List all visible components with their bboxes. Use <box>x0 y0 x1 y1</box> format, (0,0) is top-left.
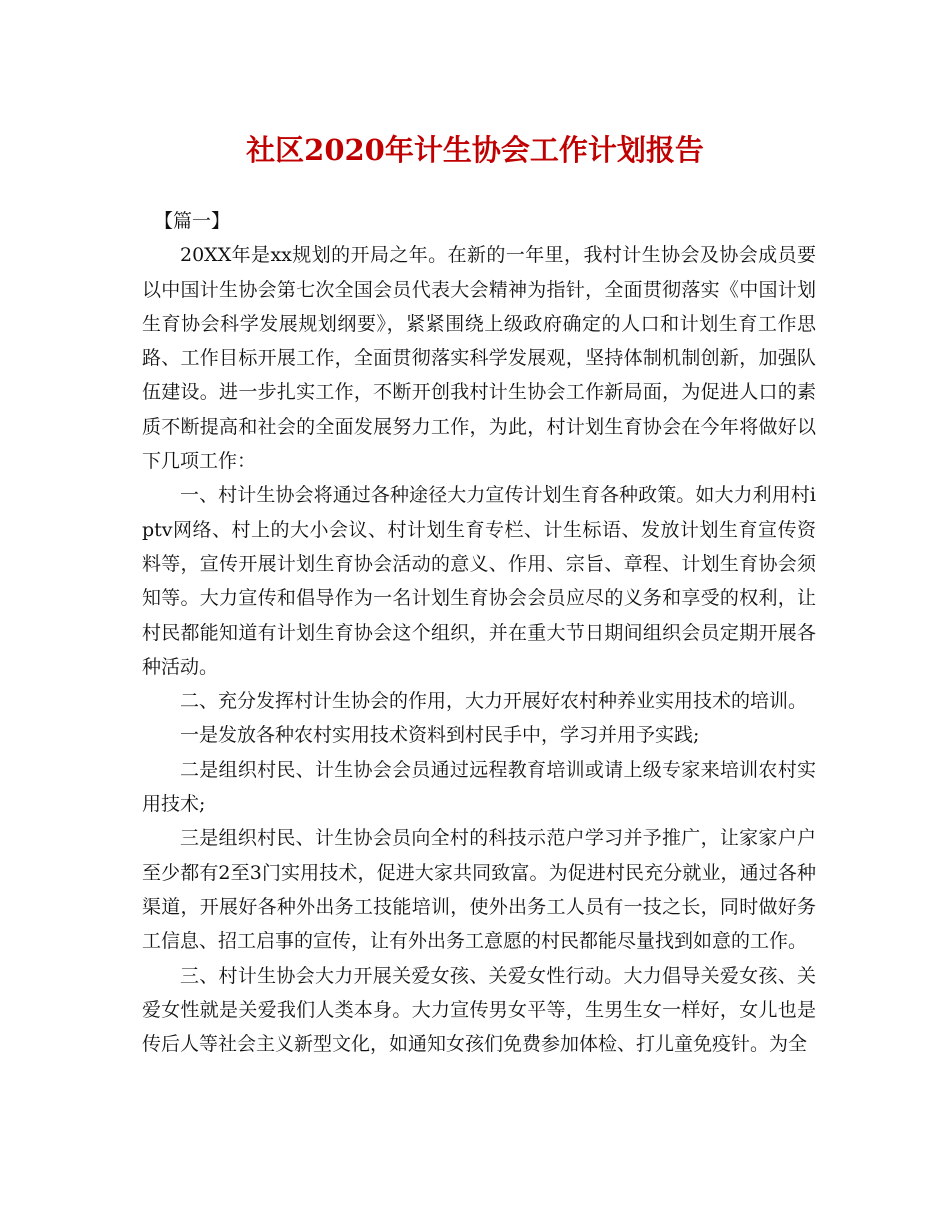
paragraph: 二是组织村民、计生协会会员通过远程教育培训或请上级专家来培训农村实用技术; <box>142 758 816 816</box>
paragraph: 一是发放各种农村实用技术资料到村民手中，学习并用予实践; <box>180 724 700 747</box>
paragraph: 三是组织村民、计生协会员向全村的科技示范户学习并予推广，让家家户户至少都有2至3门实用技术，促进大家共同致富。为促进村民充分就业，通过各种渠道，开展好各种外出务工技能培训，使外出务工人员有一技之长，同时做好务工信息、招工启事的宣传，让有外出务工意愿的村民都能尽量找到如意的工作。 <box>142 827 816 953</box>
paragraph: 20XX年是xx规划的开局之年。在新的一年里，我村计生协会及协会成员要以中国计生协会第七次全国会员代表大会精神为指针，全面贯彻落实《中国计划生育协会科学发展规划纲要》，紧紧围绕上级政府确定的人口和计划生育工作思路、工作目标开展工作，全面贯彻落实科学发展观，坚持体制机制创新，加强队伍建设。进一步扎实工作，不断开创我村计生协会工作新局面，为促进人口的素质不断提高和社会的全面发展努力工作，为此，村计划生育协会在今年将做好以下几项工作： <box>142 244 816 473</box>
paragraph: 一、村计生协会将通过各种途径大力宣传计划生育各种政策。如大力利用村iptv网络、村上的大小会议、村计划生育专栏、计生标语、发放计划生育宣传资料等，宣传开展计划生育协会活动的意义、作用、宗旨、章程、计划生育协会须知等。大力宣传和倡导作为一名计划生育协会会员应尽的义务和享受的权利，让村民都能知道有计划生育协会这个组织，并在重大节日期间组织会员定期开展各种活动。 <box>142 484 816 678</box>
paragraph: 三、村计生协会大力开展关爱女孩、关爱女性行动。大力倡导关爱女孩、关爱女性就是关爱我们人类本身。大力宣传男女平等，生男生女一样好，女儿也是传后人等社会主义新型文化，如通知女孩们免费参加体检、打儿童免疫针。为全 <box>142 964 816 1056</box>
paragraph: 二、充分发挥村计生协会的作用，大力开展好农村种养业实用技术的培训。 <box>180 690 808 713</box>
section-label: 【篇一】 <box>154 210 231 232</box>
document-title: 社区2020年计生协会工作计划报告 <box>246 133 704 167</box>
document-body <box>142 204 816 1061</box>
